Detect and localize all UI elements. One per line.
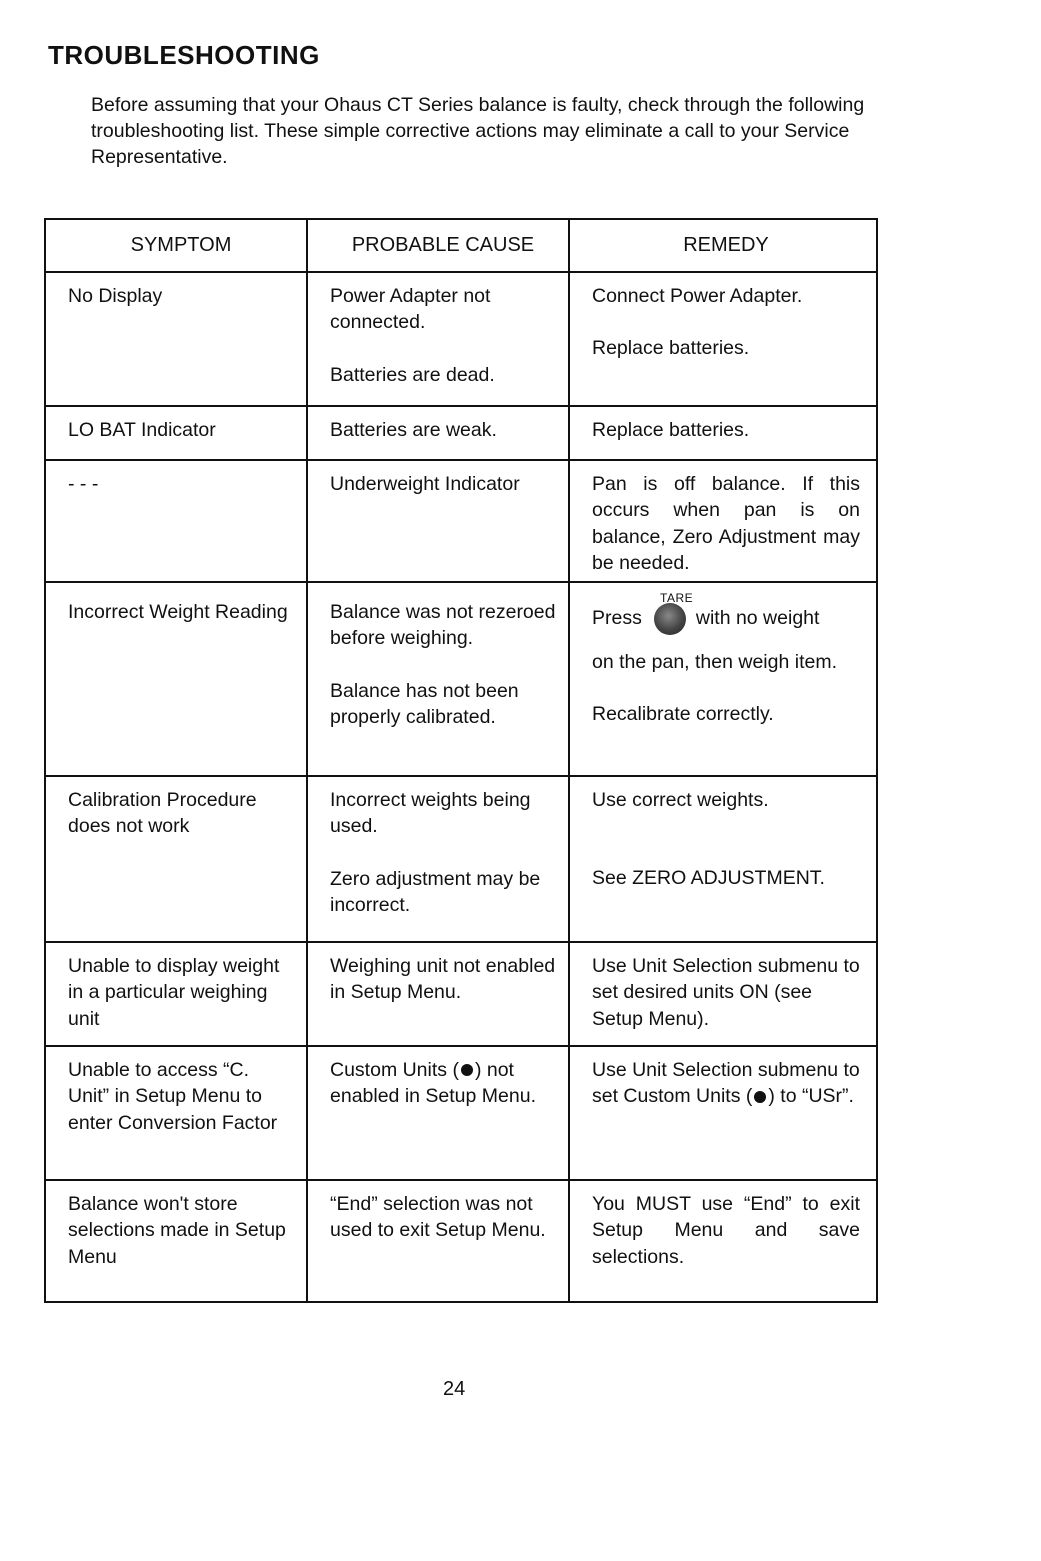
remedy-cell: [570, 1047, 872, 1179]
cause-text: Balance has not been properly calibrated.: [330, 679, 519, 728]
symptom-cell: Incorrect Weight Reading: [46, 583, 308, 775]
remedy-cell: [570, 273, 872, 405]
cause-cell: [308, 1047, 570, 1179]
remedy-cell: Use Unit Selection submenu to set desired units ON (see Setup Menu).: [592, 954, 860, 1030]
table-row: [46, 461, 876, 583]
table-row: [46, 1047, 876, 1181]
table-row: [46, 777, 876, 943]
tare-instruction: [592, 590, 860, 635]
cause-cell: [308, 777, 570, 941]
cause-text: Zero adjustment may be incorrect.: [330, 867, 541, 916]
tare-text-before: Press: [592, 606, 642, 629]
remedy-cell: Pan is off balance. If this occurs when pan is on balance, Zero Adjustment may be needed.: [592, 472, 860, 574]
table-row: [46, 943, 876, 1047]
cause-cell: [308, 583, 570, 775]
cause-text: Power Adapter not connected.: [330, 284, 491, 333]
intro-paragraph: Before assuming that your Ohaus CT Series balance is faulty, check through the following troubleshooting list. These simple corrective actions may eliminate a call to your Service Representative.: [91, 94, 865, 168]
table-row: [46, 273, 876, 407]
cause-cell: Weighing unit not enabled in Setup Menu.: [308, 943, 570, 1045]
header-remedy: REMEDY: [683, 234, 769, 256]
cause-text-after: ) not enabled in Setup Menu.: [330, 1058, 536, 1107]
symptom-cell: No Display: [46, 273, 308, 405]
remedy-text-after: ) to “USr”.: [768, 1085, 854, 1107]
page-title: TROUBLESHOOTING: [48, 40, 320, 70]
remedy-cell: [570, 583, 872, 775]
cause-text: Balance was not rezeroed before weighing.: [330, 600, 556, 649]
symptom-cell: LO BAT Indicator: [46, 407, 308, 459]
table-row: [46, 1181, 876, 1303]
table-header-row: [46, 220, 876, 273]
symptom-cell: Calibration Procedure does not work: [46, 777, 308, 941]
tare-text-after: with no weight: [695, 606, 820, 629]
remedy-text: Recalibrate correctly.: [592, 703, 774, 725]
symptom-cell: Balance won't store selections made in Setup Menu: [46, 1181, 308, 1301]
header-symptom: SYMPTOM: [46, 220, 308, 271]
symptom-cell: Unable to access “C. Unit” in Setup Menu to enter Conversion Factor: [46, 1047, 308, 1179]
remedy-text: Use correct weights.: [592, 788, 769, 811]
symptom-cell: Unable to display weight in a particular weighing unit: [46, 943, 308, 1045]
remedy-text: Replace batteries.: [592, 337, 750, 359]
symptom-cell: - - -: [46, 461, 308, 581]
cause-text: Batteries are dead.: [330, 363, 495, 386]
remedy-cell: Replace batteries.: [592, 418, 750, 441]
cause-cell: Underweight Indicator: [308, 461, 570, 581]
remedy-text: See ZERO ADJUSTMENT.: [592, 867, 825, 889]
page-number: 24: [443, 1378, 466, 1400]
cause-text: Incorrect weights being used.: [330, 788, 531, 837]
remedy-text: Connect Power Adapter.: [592, 284, 803, 307]
tare-label: TARE: [660, 590, 694, 605]
cause-cell: “End” selection was not used to exit Setup Menu.: [308, 1181, 570, 1301]
table-row: [46, 583, 876, 777]
header-probable-cause: PROBABLE CAUSE: [308, 220, 570, 271]
remedy-cell: You MUST use “End” to exit Setup Menu and save selections.: [592, 1192, 860, 1268]
remedy-cell: [570, 777, 872, 941]
troubleshooting-table: [44, 218, 878, 1303]
cause-cell: [308, 273, 570, 405]
table-row: [46, 407, 876, 461]
cause-text-before: Custom Units (: [330, 1058, 459, 1081]
remedy-text: on the pan, then weigh item.: [592, 650, 837, 673]
custom-unit-dot-icon: [461, 1064, 473, 1076]
custom-unit-dot-icon: [754, 1091, 766, 1103]
cause-cell: Batteries are weak.: [308, 407, 570, 459]
remedy-text-before: Use Unit Selection submenu to set Custom Units (: [592, 1058, 860, 1107]
